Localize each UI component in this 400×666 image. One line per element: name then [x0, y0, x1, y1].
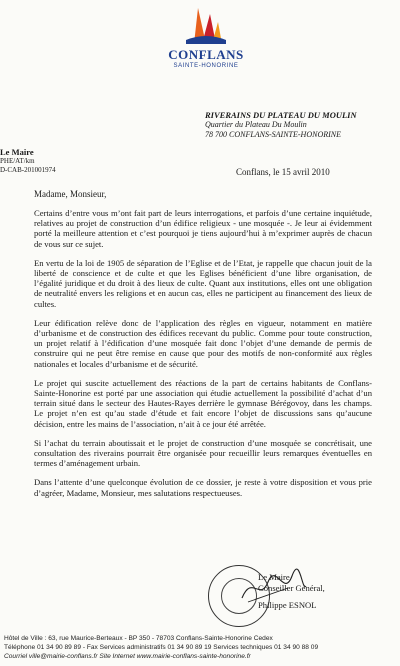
paragraph: Certains d’entre vous m’ont fait part de leurs interrogations, et parfois d’une certaine inquiétude, relatives au projet de construction d’un édifice religieux - une mosquée -. Je leur ai évidemment porté la meilleure attention et c’est pourquoi je tiens aujourd’hui à m’exprimer auprès de chacun de vous sur ce sujet. [34, 208, 372, 249]
recipient-line-3: 78 700 CONFLANS-SAINTE-HONORINE [205, 130, 341, 139]
sender-title: Le Maire [0, 147, 34, 157]
signature-line-2: Conseiller Général, [258, 582, 325, 593]
paragraph: Leur édification relève donc de l’application des règles en vigueur, notamment en matière d’urbanisme et de construction des édifices recevant du public. Comme pour toute construction, un projet relatif à l’édification d’une mosquée fait donc l’objet d’une demande de permis de construire qui ne peut être remise en cause que pour des motifs de non-conformité aux règles nationales et locales d’urbanisme et de sécurité. [34, 317, 372, 369]
signature-line-1: Le Maire [258, 572, 290, 582]
paragraph: Dans l’attente d’une quelconque évolution de ce dossier, je reste à votre disposition et vous prie d’agréer, Madame, Monsieur, mes salutations respectueuses. [34, 477, 372, 498]
logo-subtitle: SAINTE-HONORINE [173, 63, 239, 69]
salutation: Madame, Monsieur, [34, 189, 107, 199]
recipient-line-1: RIVERAINS DU PLATEAU DU MOULIN [205, 110, 357, 120]
recipient-address [205, 110, 357, 140]
recipient-line-2: Quartier du Plateau Du Moulin [205, 120, 307, 129]
signature-name: Philippe ESNOL [258, 600, 317, 610]
paragraph: En vertu de la loi de 1905 de séparation de l’Eglise et de l’Etat, je rappelle que chacun jouit de la liberté de conscience et de culte et que les Eglises bénéficient d’une libre organisation, de l’égalité juridique et du droit à des lieux de culte. Quant aux institutions, elles ont une obligation de neutralité envers les religions et en aucun cas, elles ne participent au financement des lieux de cultes. [34, 257, 372, 309]
letter-body [34, 208, 372, 507]
paragraph: Le projet qui suscite actuellement des réactions de la part de certains habitants de Conflans-Sainte-Honorine est porté par une association qui étudie actuellement la possibilité d’achat d’un terrain situé dans le secteur des Hautes-Rayes derrière le gymnase Bérégovoy, dans les champs. Le projet n’en est qu’au stade d’étude et fait encore l’objet de discussions sans qu’aucune décision, entre les mains de l’association, n’ait à ce jour été arrêtée. [34, 377, 372, 429]
sender-block [0, 147, 56, 175]
letter-date: Conflans, le 15 avril 2010 [236, 167, 330, 177]
footer-address: Hôtel de Ville : 63, rue Maurice-Berteaux - BP 350 - 78703 Conflans-Sainte-Honorine Cedex [4, 635, 273, 642]
sender-ref-2: D-CAB-201001974 [0, 166, 56, 174]
logo-town-name: CONFLANS [168, 47, 244, 62]
footer-phones: Téléphone 01 34 90 89 89 - Fax Services administratifs 01 34 90 89 19 Services techniques 01 34 90 88 09 [4, 644, 319, 651]
signature-block [258, 572, 325, 611]
letter-footer [4, 634, 400, 661]
footer-web: Courriel ville@mairie-conflans.fr Site Internet www.mairie-conflans-sainte-honorine.fr [4, 653, 251, 660]
logo-emblem-icon [184, 4, 228, 48]
town-logo [168, 4, 244, 70]
sender-ref-1: PHE/AT/km [0, 157, 35, 165]
paragraph: Si l’achat du terrain aboutissait et le projet de construction d’une mosquée se concrétisait, une consultation des riverains pourrait être organisée pour recueillir leurs remarques éventuelles en termes d’aménagement urbain. [34, 437, 372, 469]
